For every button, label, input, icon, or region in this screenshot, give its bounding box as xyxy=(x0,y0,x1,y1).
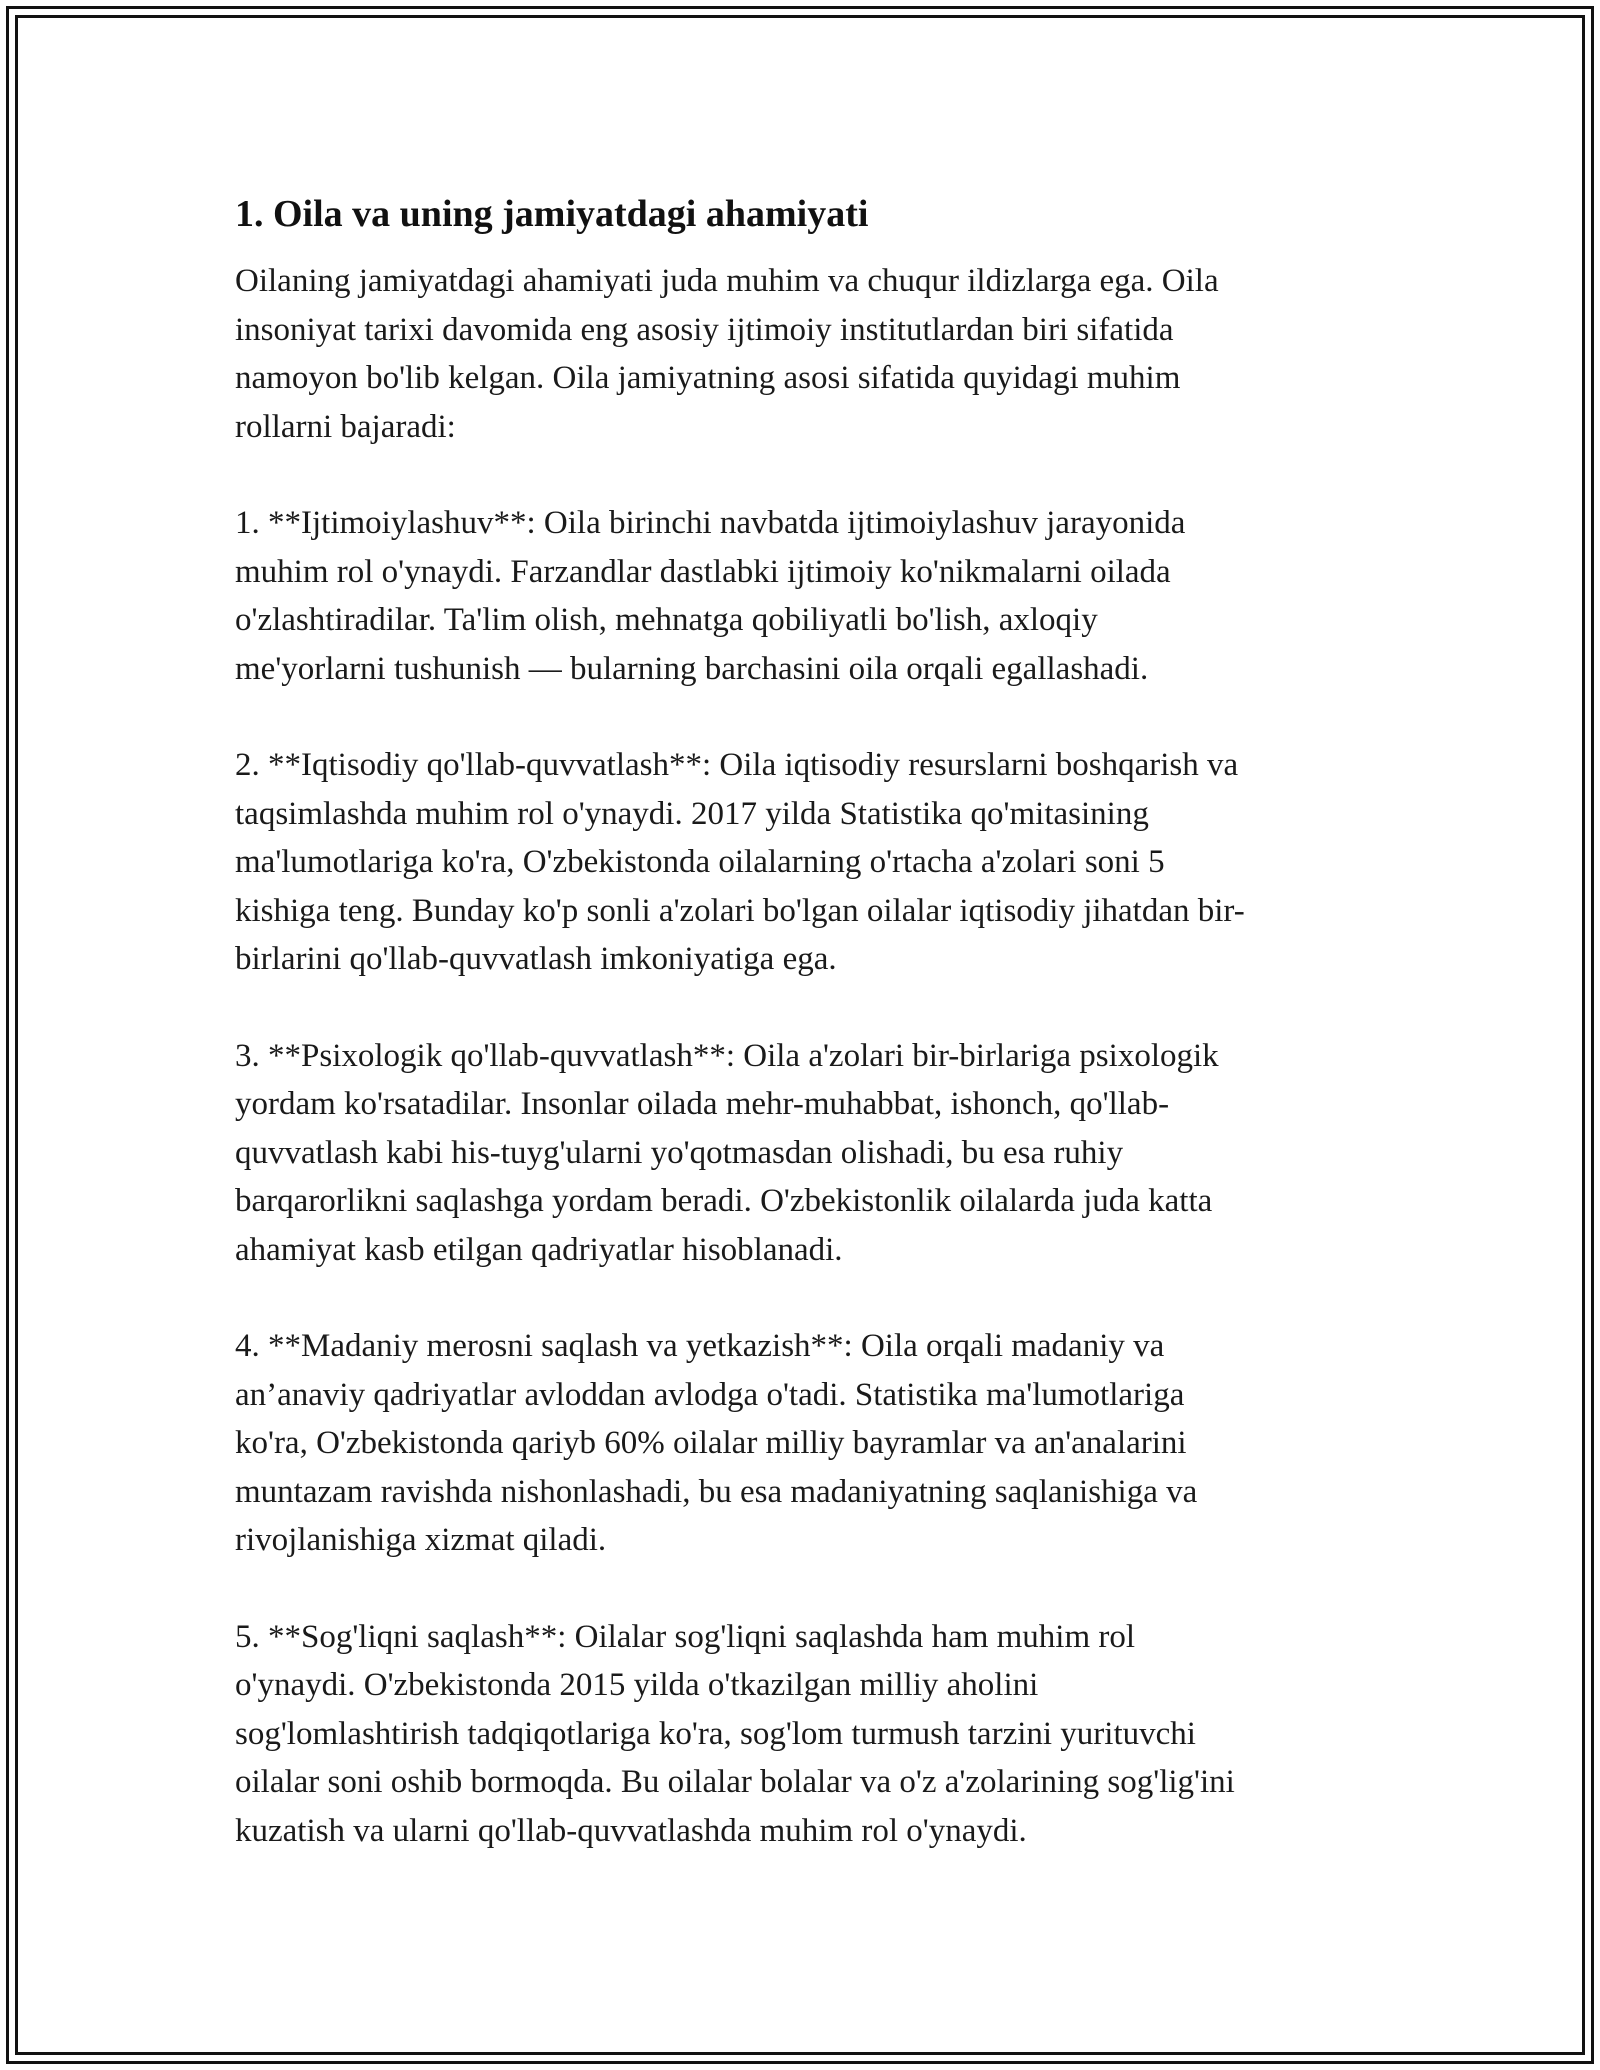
text-line: Oilaning jamiyatdagi ahamiyati juda muhim va chuqur ildizlarga ega. Oila xyxy=(235,263,1219,299)
text-line: o'zlashtiradilar. Ta'lim olish, mehnatga qobiliyatli bo'lish, axloqiy xyxy=(235,602,1098,638)
text-line: ahamiyat kasb etilgan qadriyatlar hisoblanadi. xyxy=(235,1231,843,1268)
text-line: kishiga teng. Bunday ko'p sonli a'zolari bo'lgan oilalar iqtisodiy jihatdan bir- xyxy=(235,892,1245,929)
text-line: namoyon bo'lib kelgan. Oila jamiyatning asosi sifatida quyidagi muhim xyxy=(235,360,1181,396)
text-line: rollarni bajaradi: xyxy=(235,408,456,445)
text-line: kuzatish va ularni qo'llab-quvvatlashda muhim rol o'ynaydi. xyxy=(235,1812,1027,1849)
text-line: 3. **Psixologik qo'llab-quvvatlash**: Oila a'zolari bir-birlariga psixologik xyxy=(235,1037,1219,1074)
text-line: birlarini qo'llab-quvvatlash imkoniyatiga ega. xyxy=(235,941,837,977)
text-line: barqarorlikni saqlashga yordam beradi. O'zbekistonlik oilalarda juda katta xyxy=(235,1183,1213,1219)
text-line: rivojlanishiga xizmat qiladi. xyxy=(235,1522,607,1558)
document-body xyxy=(235,185,1365,1903)
text-line: me'yorlarni tushunish — bularning barchasini oila orqali egallashadi. xyxy=(235,650,1149,687)
text-line: insoniyat tarixi davomida eng asosiy ijtimoiy institutlardan biri sifatida xyxy=(235,311,1174,348)
text-line: oilalar soni oshib bormoqda. Bu oilalar bolalar va o'z a'zolarining sog'lig'ini xyxy=(235,1764,1235,1800)
paragraph-item-3 xyxy=(235,1032,1365,1275)
paragraph-item-5 xyxy=(235,1613,1365,1856)
paragraph-item-2 xyxy=(235,741,1365,984)
text-line: yordam ko'rsatadilar. Insonlar oilada mehr-muhabbat, ishonch, qo'llab- xyxy=(235,1086,1170,1122)
text-line: o'ynaydi. O'zbekistonda 2015 yilda o'tkazilgan milliy aholini xyxy=(235,1667,1039,1703)
text-line: ko'ra, O'zbekistonda qariyb 60% oilalar milliy bayramlar va an'analarini xyxy=(235,1425,1187,1461)
text-line: quvvatlash kabi his-tuyg'ularni yo'qotmasdan olishadi, bu esa ruhiy xyxy=(235,1134,1124,1171)
text-line: an’anaviy qadriyatlar avloddan avlodga o'tadi. Statistika ma'lumotlariga xyxy=(235,1376,1185,1413)
paragraph-item-4 xyxy=(235,1322,1365,1565)
text-line: 5. **Sog'liqni saqlash**: Oilalar sog'liqni saqlashda ham muhim rol xyxy=(235,1618,1136,1655)
document-title: 1. Oila va uning jamiyatdagi ahamiyati xyxy=(235,193,869,235)
paragraph-item-1 xyxy=(235,499,1365,693)
paragraph-intro xyxy=(235,257,1365,451)
text-line: muntazam ravishda nishonlashadi, bu esa madaniyatning saqlanishiga va xyxy=(235,1473,1198,1510)
text-line: 4. **Madaniy merosni saqlash va yetkazish**: Oila orqali madaniy va xyxy=(235,1328,1165,1364)
text-line: taqsimlashda muhim rol o'ynaydi. 2017 yilda Statistika qo'mitasining xyxy=(235,795,1149,832)
text-line: sog'lomlashtirish tadqiqotlariga ko'ra, sog'lom turmush tarzini yurituvchi xyxy=(235,1715,1196,1752)
text-line: ma'lumotlariga ko'ra, O'zbekistonda oilalarning o'rtacha a'zolari soni 5 xyxy=(235,844,1165,880)
text-line: muhim rol o'ynaydi. Farzandlar dastlabki ijtimoiy ko'nikmalarni oilada xyxy=(235,553,1171,590)
text-line: 1. **Ijtimoiylashuv**: Oila birinchi navbatda ijtimoiylashuv jarayonida xyxy=(235,505,1186,541)
text-line: 2. **Iqtisodiy qo'llab-quvvatlash**: Oila iqtisodiy resurslarni boshqarish va xyxy=(235,747,1239,783)
